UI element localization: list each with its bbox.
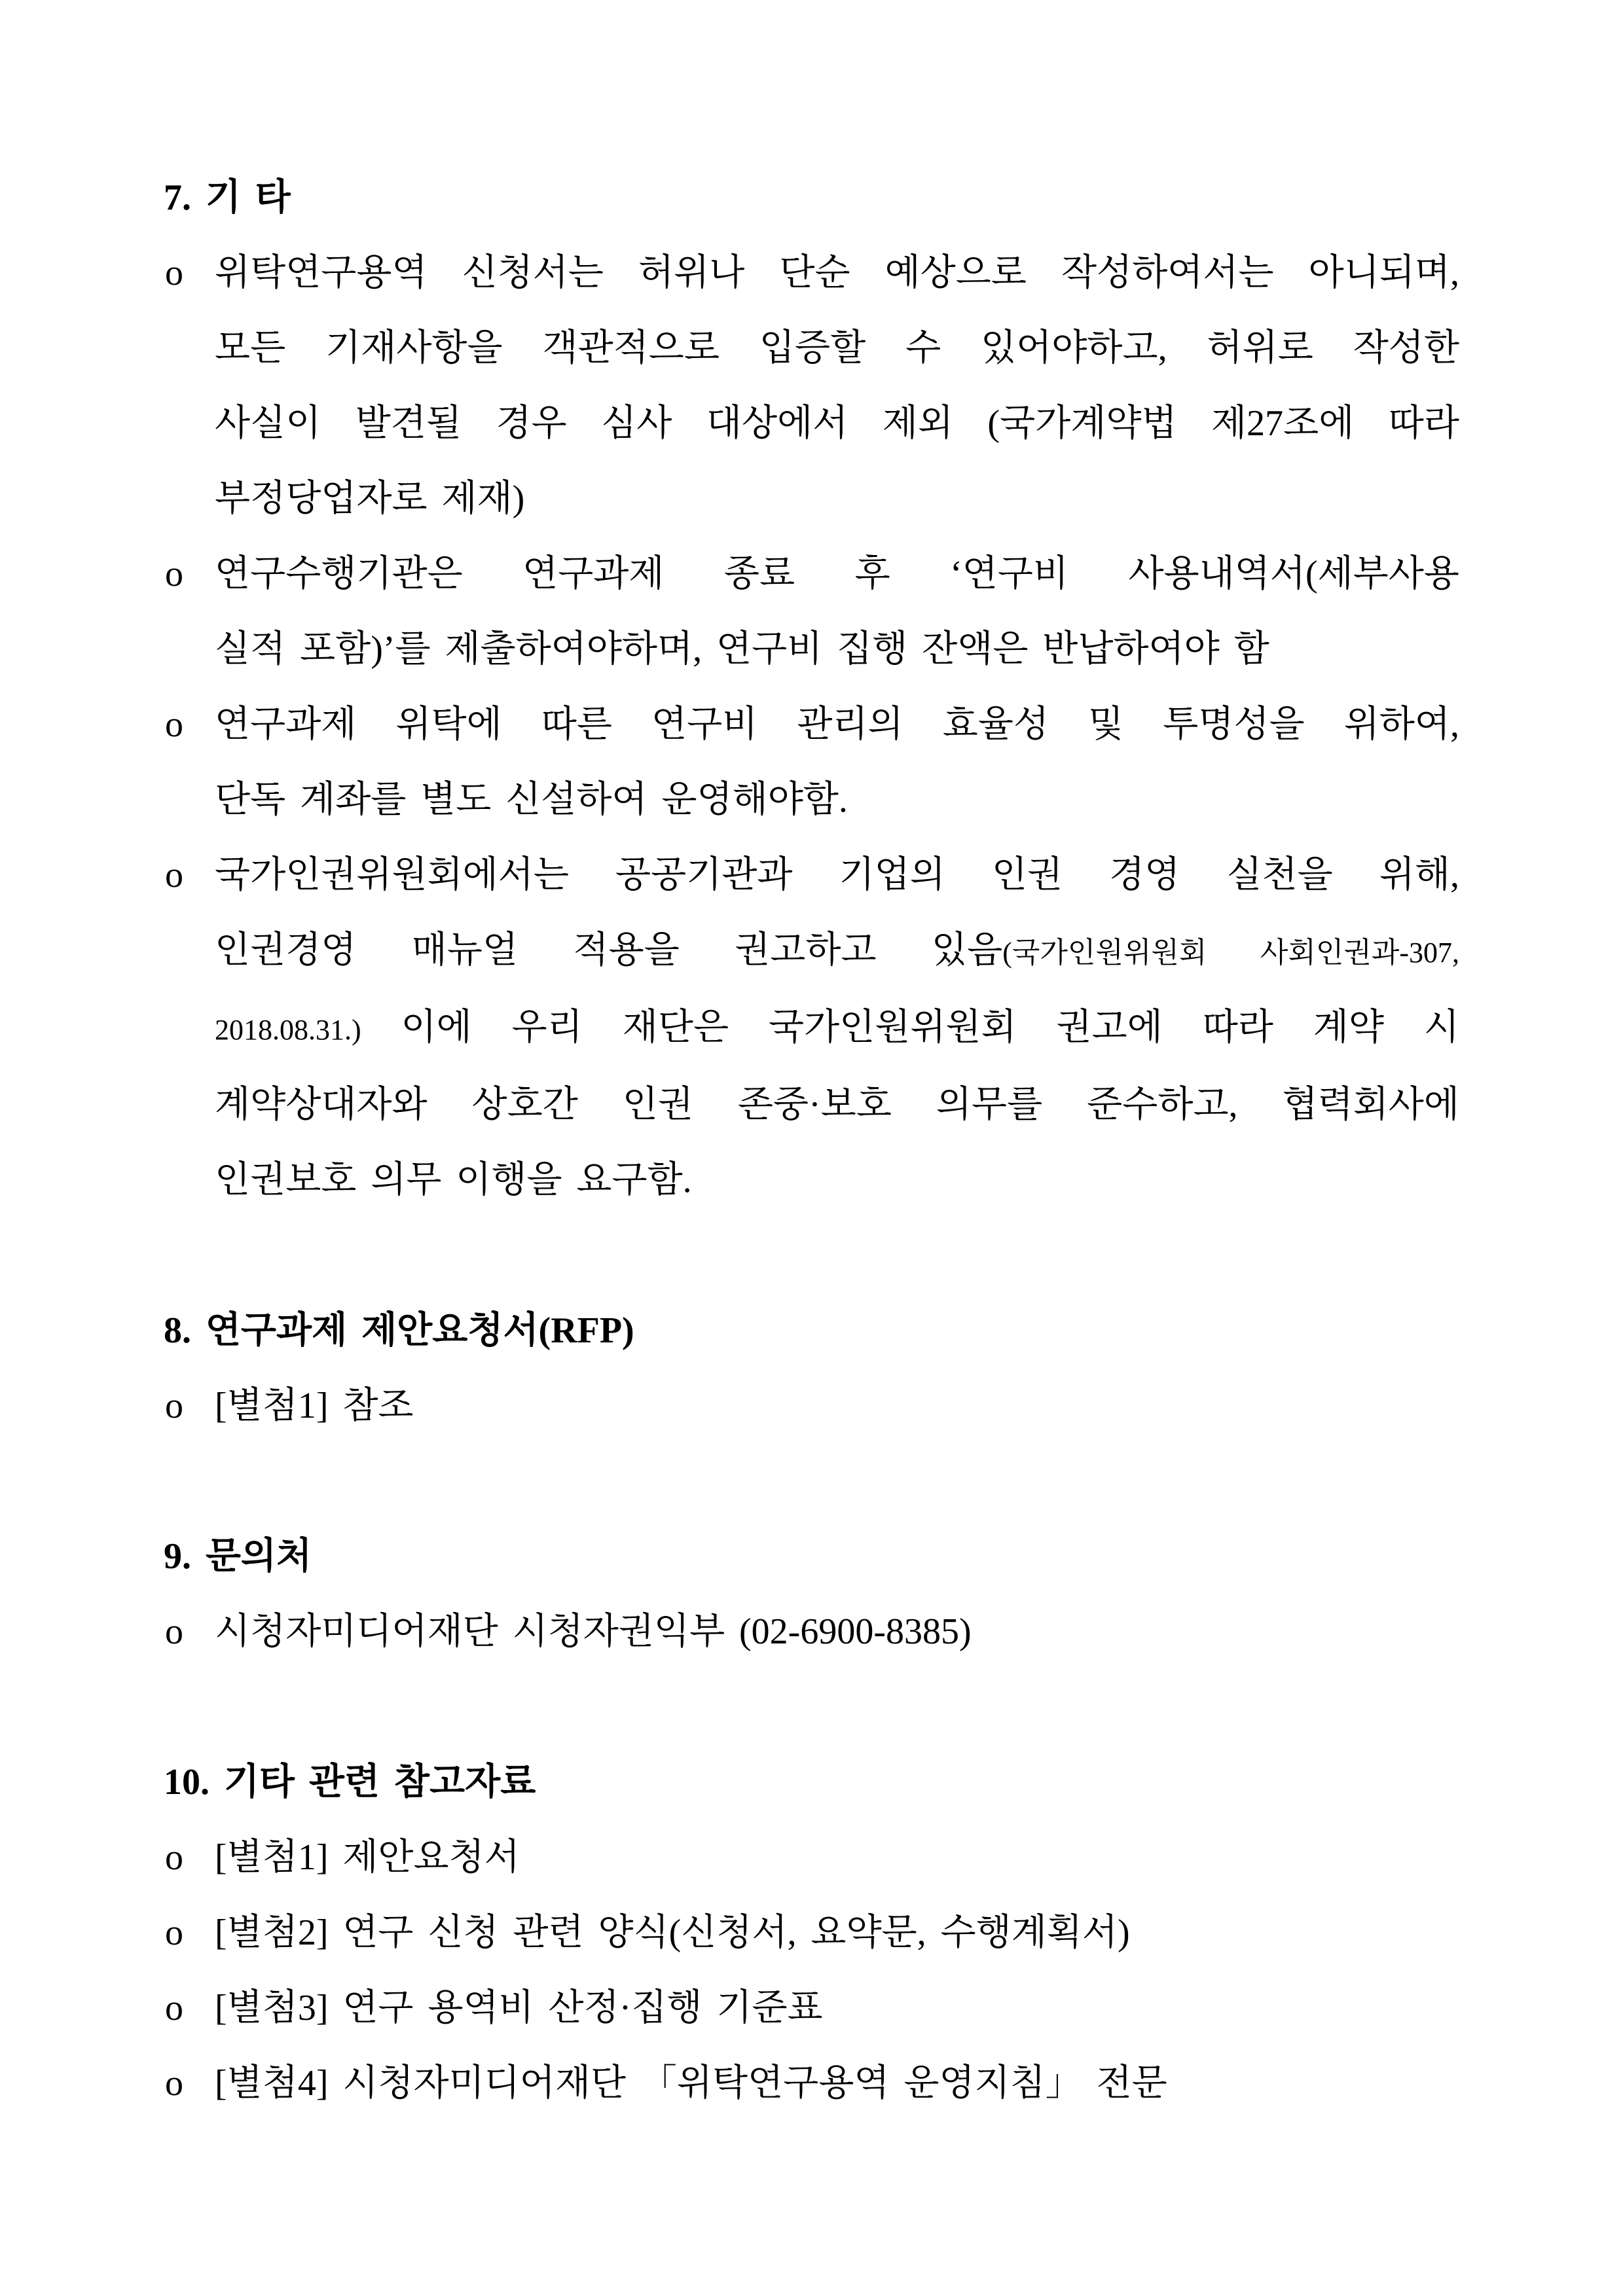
- section: [164, 1519, 1459, 1670]
- bullet-item: [164, 1369, 1459, 1444]
- bullet-item: [164, 1895, 1459, 1971]
- text-line: [215, 612, 1459, 687]
- document-content: [164, 160, 1459, 2121]
- bullet-item: [164, 687, 1459, 838]
- text-line: [215, 990, 1459, 1067]
- text-segment: 부정당업자로 제재): [215, 478, 525, 519]
- text-segment: 단독 계좌를 별도 신설하여 운영해야함.: [215, 780, 848, 820]
- bullet-marker: o: [165, 704, 183, 745]
- bullet-item: [164, 1594, 1459, 1670]
- text-segment-small: 2018.08.31.): [215, 1014, 361, 1046]
- text-segment: 계약상대자와 상호간 인권 존중·보호 의무를 준수하고, 협력회사에: [215, 1085, 1459, 1125]
- text-line: [215, 1971, 1459, 2046]
- bullet-marker: o: [165, 1386, 183, 1426]
- text-line: [215, 461, 1459, 537]
- section-heading: 7. 기 타: [164, 177, 291, 218]
- text-segment-small: (국가인원위원회 사회인권과-307,: [1002, 937, 1459, 969]
- bullet-marker: o: [165, 554, 183, 594]
- text-line: [215, 1067, 1459, 1143]
- text-segment: 연구수행기관은 연구과제 종료 후 ‘연구비 사용내역서(세부사용: [215, 554, 1459, 594]
- bullet-marker: o: [165, 253, 183, 293]
- text-segment: 사실이 발견될 경우 심사 대상에서 제외 (국가계약법 제27조에 따라: [215, 403, 1459, 444]
- bullet-marker: o: [165, 2063, 183, 2104]
- bullet-item: [164, 236, 1459, 537]
- bullet-item: [164, 1820, 1459, 1895]
- bullet-item: [164, 1971, 1459, 2046]
- section-heading: 10. 기타 관련 참고자료: [164, 1762, 536, 1803]
- bullet-marker: o: [165, 1837, 183, 1878]
- text-line: [215, 762, 1459, 838]
- text-segment: [별첨3] 연구 용역비 산정·집행 기준표: [215, 1988, 823, 2028]
- text-line: [215, 838, 1459, 913]
- text-line: [215, 913, 1459, 990]
- text-line: [215, 687, 1459, 762]
- text-line: [215, 236, 1459, 311]
- text-segment: 이에 우리 재단은 국가인원위원회 권고에 따라 계약 시: [361, 1007, 1459, 1048]
- text-line: [215, 1143, 1459, 1218]
- text-segment: [별첨1] 제안요청서: [215, 1837, 520, 1878]
- bullet-item: [164, 2046, 1459, 2121]
- text-segment: 국가인권위원회에서는 공공기관과 기업의 인권 경영 실천을 위해,: [215, 855, 1459, 895]
- text-segment: 시청자미디어재단 시청자권익부 (02-6900-8385): [215, 1611, 972, 1652]
- text-line: [215, 1369, 1459, 1444]
- section: [164, 1293, 1459, 1444]
- bullet-item: [164, 838, 1459, 1218]
- text-segment: 인권보호 의무 이행을 요구함.: [215, 1160, 692, 1200]
- text-line: [215, 1820, 1459, 1895]
- text-line: [215, 537, 1459, 612]
- text-segment: 실적 포함)’를 제출하여야하며, 연구비 집행 잔액은 반납하여야 함: [215, 629, 1269, 670]
- section-heading: 9. 문의처: [164, 1536, 312, 1577]
- text-line: [215, 1895, 1459, 1971]
- text-line: [215, 386, 1459, 461]
- section: [164, 1745, 1459, 2121]
- section-heading: 8. 연구과제 제안요청서(RFP): [164, 1310, 634, 1351]
- text-line: [215, 1594, 1459, 1670]
- text-segment: 연구과제 위탁에 따른 연구비 관리의 효율성 및 투명성을 위하여,: [215, 704, 1459, 745]
- text-segment: [별첨4] 시청자미디어재단 「위탁연구용역 운영지침」 전문: [215, 2063, 1167, 2104]
- bullet-marker: o: [165, 1611, 183, 1652]
- text-segment: 인권경영 매뉴얼 적용을 권고하고 있음: [215, 930, 1003, 971]
- bullet-marker: o: [165, 1988, 183, 2028]
- bullet-item: [164, 537, 1459, 687]
- text-segment: [별첨2] 연구 신청 관련 양식(신청서, 요약문, 수행계획서): [215, 1912, 1130, 1953]
- bullet-marker: o: [165, 1912, 183, 1953]
- text-segment: 모든 기재사항을 객관적으로 입증할 수 있어야하고, 허위로 작성한: [215, 328, 1459, 368]
- text-line: [215, 2046, 1459, 2121]
- text-segment: [별첨1] 참조: [215, 1386, 414, 1426]
- text-line: [215, 311, 1459, 386]
- text-segment: 위탁연구용역 신청서는 허위나 단순 예상으로 작성하여서는 아니되며,: [215, 253, 1459, 293]
- section: [164, 160, 1459, 1218]
- bullet-marker: o: [165, 855, 183, 895]
